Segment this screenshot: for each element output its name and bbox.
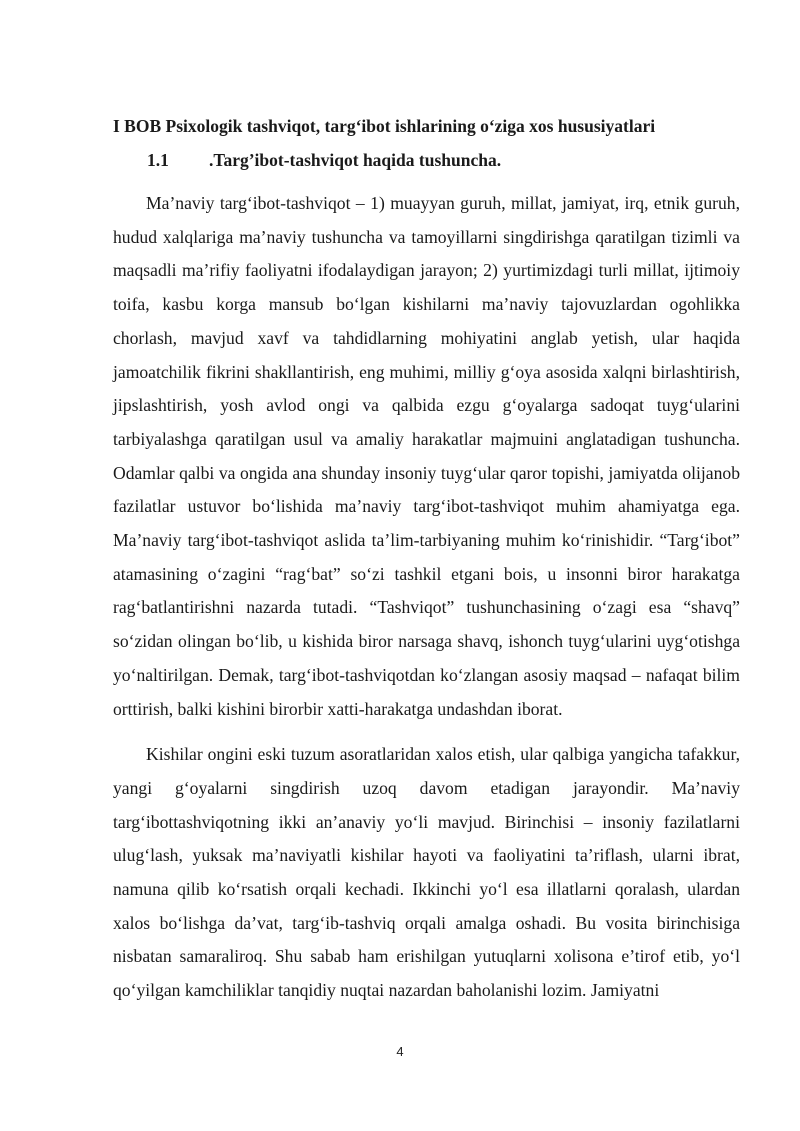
paragraph-1: Ma’naviy targ‘ibot-tashviqot – 1) muayyan guruh, millat, jamiyat, irq, etnik guruh, hudud xalqlariga ma’naviy tushuncha va tamoyillarni singdirishga qaratilgan tizimli va maqsadli ma’rifiy faoliyatni ifodalaydigan jarayon; 2) yurtimizdagi turli millat, ijtimoiy toifa, kasbu korga mansub bo‘lgan kishilarni ma’naviy tajovuzlardan ogohlikka chorlash, mavjud xavf va tahdidlarning mohiyatini anglab yetish, ular haqida jamoatchilik fikrini shakllantirish, eng muhimi, milliy g‘oya asosida xalqni birlashtirish, jipslashtirish, yosh avlod ongi va qalbida ezgu g‘oyalarga sadoqat tuyg‘ularini tarbiyalashga qaratilgan usul va amaliy harakatlar majmuini anglatadigan tushuncha. Odamlar qalbi va ongida ana shunday insoniy tuyg‘ular qaror topishi, jamiyatda olijanob fazilatlar ustuvor bo‘lishida ma’naviy targ‘ibot-tashviqot muhim ahamiyatga ega. Ma’naviy targ‘ibot-tashviqot aslida ta’lim-tarbiyaning muhim ko‘rinishidir. “Targ‘ibot” atamasining o‘zagini “rag‘bat” so‘zi tashkil etgani bois, u insonni biror harakatga rag‘batlantirishni nazarda tutadi. “Tashviqot” tushunchasining o‘zagi esa “shavq” so‘zidan olingan bo‘lib, u kishida biror narsaga shavq, ishonch tuyg‘ularini uyg‘otishga yo‘naltirilgan. Demak, targ‘ibot-tashviqotdan ko‘zlangan asosiy maqsad – nafaqat bilim orttirish, balki kishini birorbir xatti-harakatga undashdan iborat. <box>113 193 740 719</box>
section-title: .Targ’ibot-tashviqot haqida tushuncha. <box>209 150 502 170</box>
section-heading <box>147 147 501 173</box>
page-number: 4 <box>396 1044 404 1059</box>
section-number: 1.1 <box>147 150 169 170</box>
chapter-title: I BOB Psixologik tashviqot, targ‘ibot ishlarining o‘ziga xos hususiyatlari <box>113 116 656 136</box>
body-text <box>113 187 740 1008</box>
paragraph-2: Kishilar ongini eski tuzum asoratlaridan xalos etish, ular qalbiga yangicha tafakkur, yangi g‘oyalarni singdirish uzoq davom etadigan jarayondir. Ma’naviy targ‘ibottashviqotning ikki an’anaviy yo‘li mavjud. Birinchisi – insoniy fazilatlarni ulug‘lash, yuksak ma’naviyatli kishilar hayoti va faoliyatini ta’riflash, ularni ibrat, namuna qilib ko‘rsatish orqali kechadi. Ikkinchi yo‘l esa illatlarni qoralash, ulardan xalos bo‘lishga da’vat, targ‘ib-tashviq orqali amalga oshadi. Bu vosita birinchisiga nisbatan samaraliroq. Shu sabab ham erishilgan yutuqlarni xolisona e’tirof etib, yo‘l qo‘yilgan kamchiliklar tanqidiy nuqtai nazardan baholanishi lozim. Jamiyatni <box>113 744 740 1001</box>
